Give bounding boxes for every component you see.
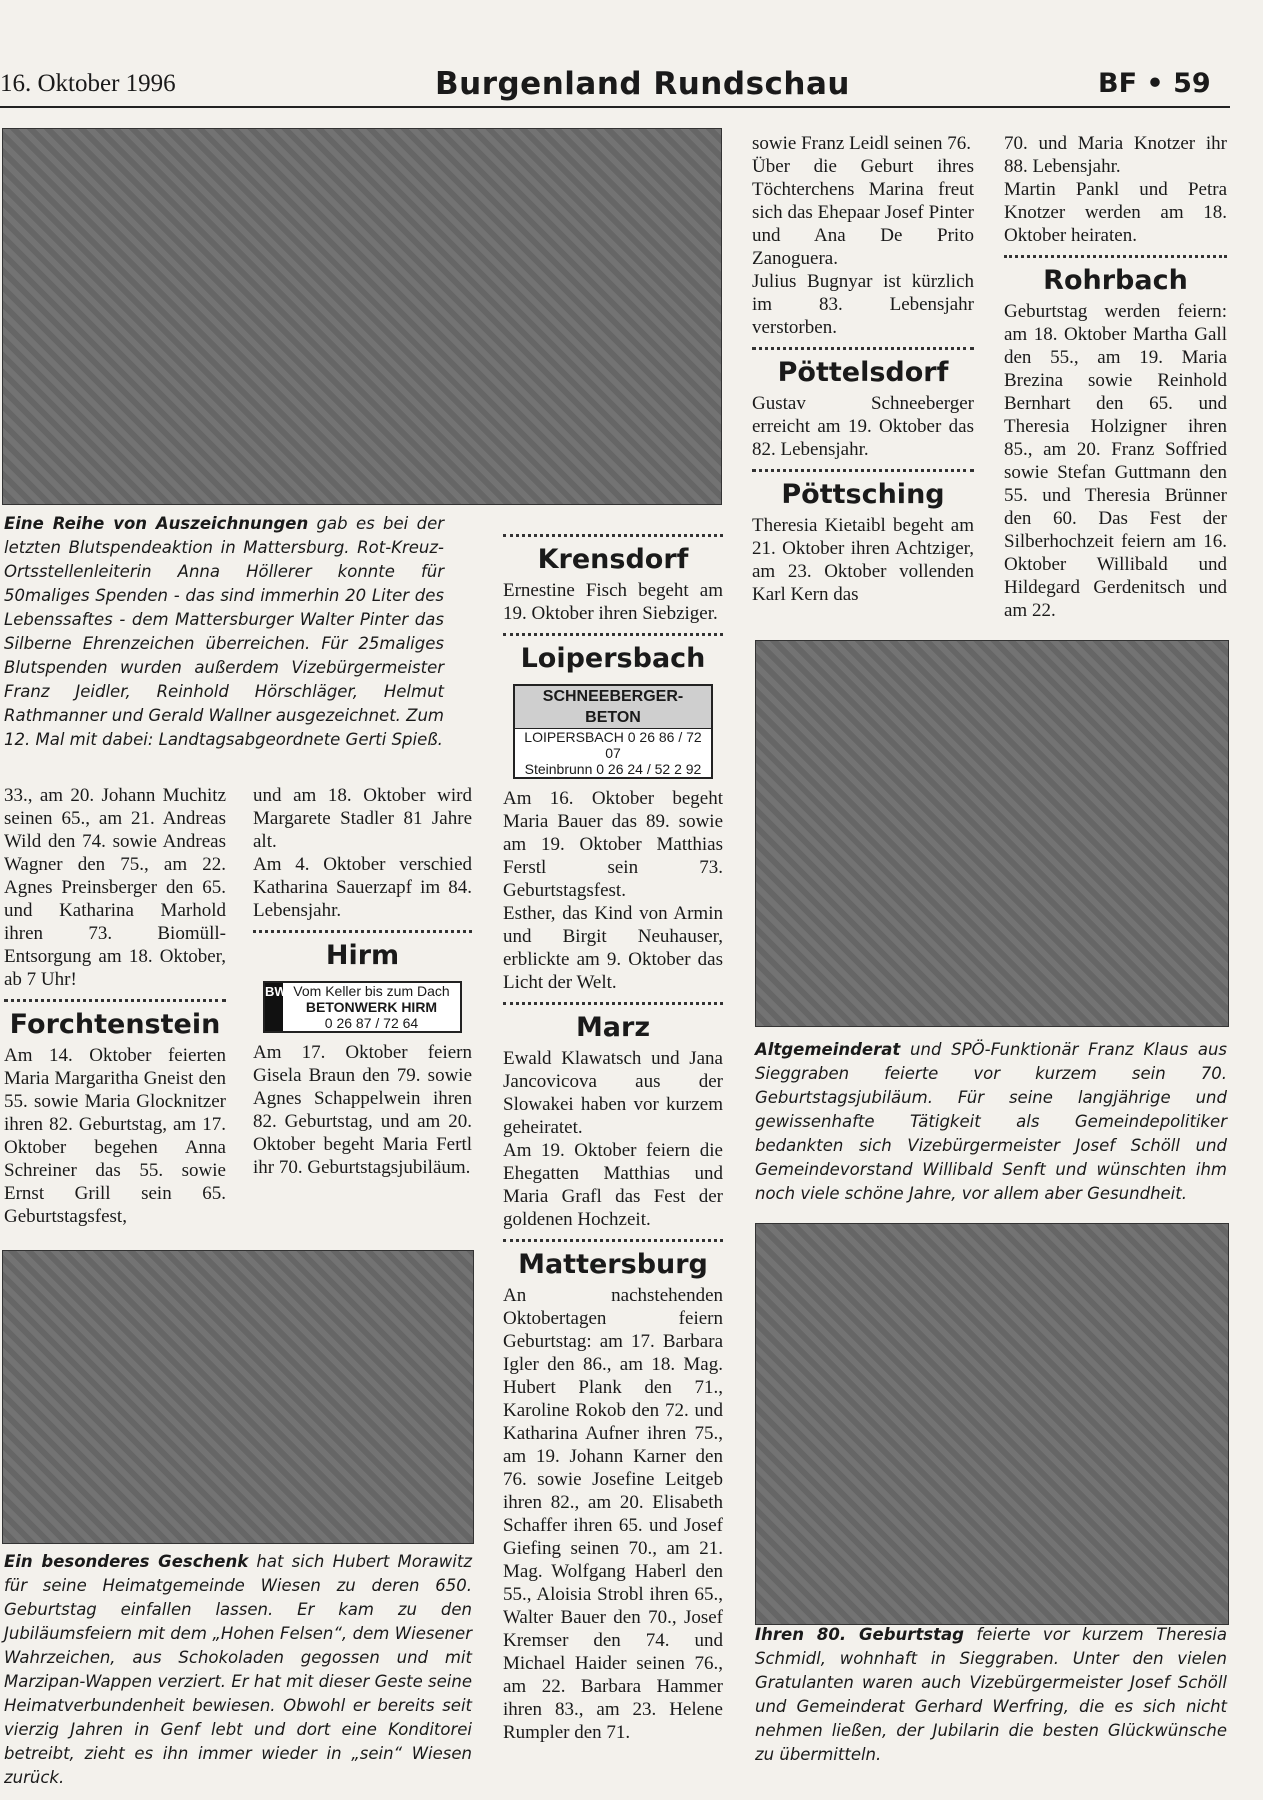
column-1 — [4, 784, 226, 1244]
ad-betonwerk-hirm-phone: 0 26 87 / 72 64 — [324, 1015, 419, 1031]
column-2-text-1: und am 18. Oktober wird Margarete Stadler 81 Jahre alt. — [253, 785, 472, 852]
photo-geburtstag — [755, 1223, 1229, 1625]
poettelsdorf-text: Gustav Schneeberger erreicht am 19. Oktober das 82. Lebensjahr. — [752, 393, 974, 460]
ad-betonwerk-hirm-name: BETONWERK HIRM — [305, 999, 438, 1015]
divider — [253, 930, 472, 933]
page-number: BF • 59 — [1098, 68, 1211, 99]
ad-betonwerk-hirm — [263, 981, 462, 1033]
krensdorf-text: Ernestine Fisch begeht am 19. Oktober ihren Siebziger. — [503, 580, 723, 624]
newspaper-title: Burgenland Rundschau — [435, 66, 850, 102]
column-5-text-2: Martin Pankl und Petra Knotzer werden am 18. Oktober heiraten. — [1004, 179, 1227, 246]
ad-betonwerk-hirm-logo: BWH — [265, 983, 283, 1031]
caption-geschenk — [4, 1550, 472, 1790]
column-1-text: 33., am 20. Johann Muchitz seinen 65., am 21. Andreas Wild den 74. sowie Andreas Wagner den 75., am 22. Agnes Preinsberger den 65. und Katharina Marhold ihren 73. Biomüll-Entsorgung am 18. Oktober, ab 7 Uhr! — [4, 785, 226, 990]
loipersbach-text-2: Esther, das Kind von Armin und Birgit Neuhauser, erblickte am 9. Oktober das Licht der Welt. — [503, 903, 723, 993]
heading-mattersburg: Mattersburg — [518, 1249, 708, 1280]
divider — [4, 999, 226, 1002]
issue-date: 16. Oktober 1996 — [0, 70, 176, 97]
caption-altgemeinderat-text: und SPÖ-Funktionär Franz Klaus aus Sieggraben feierte vor kurzem sein 70. Geburtstagsjubiläum. Für seine langjährige und gewissenhafte Tätigkeit als Gemeindepolitiker bedankten sich Vizebürgermeister Josef Schöll und Gemeindevorstand Willibald Senft und wünschten ihm noch viele schöne Jahre, vor allem aber Gesundheit. — [755, 1040, 1227, 1203]
photo-blutspende — [2, 128, 722, 505]
header-rule — [0, 106, 1230, 108]
photo-geschenk — [2, 1250, 474, 1544]
marz-text-2: Am 19. Oktober feiern die Ehegatten Matthias und Maria Grafl das Fest der goldenen Hochzeit. — [503, 1140, 723, 1230]
divider — [503, 1002, 723, 1005]
heading-marz: Marz — [575, 1012, 651, 1043]
photo-altgemeinderat — [755, 640, 1229, 1027]
heading-forchtenstein: Forchtenstein — [9, 1009, 221, 1040]
loipersbach-text-1: Am 16. Oktober begeht Maria Bauer das 89. sowie am 19. Oktober Matthias Ferstl sein 73. Geburtstagsfest. — [503, 788, 723, 901]
divider — [503, 633, 723, 636]
column-4-text-2: Über die Geburt ihres Töchterchens Marina freut sich das Ehepaar Josef Pinter und Ana De Prito Zanoguera. — [752, 156, 974, 269]
heading-krensdorf: Krensdorf — [537, 544, 689, 575]
marz-text-1: Ewald Klawatsch und Jana Jancovicova aus der Slowakei haben vor kurzem geheiratet. — [503, 1048, 723, 1138]
column-2-text-2: Am 4. Oktober verschied Katharina Sauerzapf im 84. Lebensjahr. — [253, 854, 472, 921]
rohrbach-text: Geburtstag werden feiern: am 18. Oktober Martha Gall den 55., am 19. Maria Brezina sowie Reinhold Bernhart den 65. und Theresia Holzigner ihren 85., am 20. Franz Soffried sowie Stefan Guttmann den 55. und Theresia Brünner den 60. Das Fest der Silberhochzeit feiern am 16. Oktober Willibald und Hildegard Gerdenitsch und am 22. — [1004, 301, 1227, 621]
caption-altgemeinderat — [755, 1038, 1227, 1206]
divider — [503, 534, 723, 537]
caption-geburtstag-text: feierte vor kurzem Theresia Schmidl, wohnhaft in Sieggraben. Unter den vielen Gratulanten waren auch Vizebürgermeister Josef Schöll und Gemeinderat Gerhard Werfring, die es sich nicht nehmen ließen, der Jubilarin die besten Glückwünsche zu übermitteln. — [755, 1625, 1227, 1764]
heading-hirm: Hirm — [325, 940, 400, 971]
forchtenstein-text: Am 14. Oktober feierten Maria Margaritha Gneist den 55. sowie Maria Glocknitzer ihren 82. Geburtstag, am 17. Oktober begehen Anna Schreiner das 55. sowie Ernst Grill sein 65. Geburtstagsfest, — [4, 1045, 226, 1227]
ad-schneeberger-beton — [513, 684, 713, 779]
divider — [503, 1239, 723, 1242]
hirm-text: Am 17. Oktober feiern Gisela Braun den 79. sowie Agnes Schappelwein ihren 82. Geburtstag, und am 20. Oktober begeht Maria Fertl ihr 70. Geburtstagsjubiläum. — [253, 1042, 472, 1178]
divider — [752, 347, 974, 350]
column-5-text-1: 70. und Maria Knotzer ihr 88. Lebensjahr. — [1004, 133, 1227, 177]
column-4 — [752, 132, 974, 628]
caption-geschenk-lead: Ein besonderes Geschenk — [4, 1552, 249, 1571]
heading-poettsching: Pöttsching — [781, 479, 945, 510]
caption-geburtstag — [755, 1623, 1227, 1767]
caption-altgemeinderat-lead: Altgemeinderat — [755, 1040, 901, 1059]
mattersburg-text: An nachstehenden Oktobertagen feiern Geburtstag: am 17. Barbara Igler den 86., am 18. Mag. Hubert Plank den 71., Karoline Rokob den 72. und Katharina Aufner ihren 75., am 19. Johann Karner den 76. sowie Josefine Leitgeb ihren 82., am 20. Elisabeth Schaffer ihren 65. und Josef Giefing seinen 70., am 21. Mag. Wolfgang Haberl den 55., Aloisia Strobl ihren 65., Walter Bauer den 70., Josef Kremser den 74. und Michael Haider seinen 76., am 22. Barbara Hammer ihren 83., am 23. Helene Rumpler den 71. — [503, 1285, 723, 1743]
heading-loipersbach: Loipersbach — [520, 643, 706, 674]
divider — [752, 469, 974, 472]
column-5 — [1004, 132, 1227, 628]
column-3 — [503, 526, 723, 1770]
caption-blutspende-lead: Eine Reihe von Auszeichnungen — [4, 514, 309, 533]
column-4-text-3: Julius Bugnyar ist kürzlich im 83. Lebensjahr verstorben. — [752, 271, 974, 338]
ad-schneeberger-name: SCHNEEBERGER-BETON — [515, 686, 711, 729]
poettsching-text: Theresia Kietaibl begeht am 21. Oktober ihren Achtziger, am 23. Oktober vollenden Karl Kern das — [752, 515, 974, 605]
column-2 — [253, 784, 472, 1244]
column-4-text-1: sowie Franz Leidl seinen 76. — [752, 133, 971, 154]
divider — [1004, 255, 1227, 258]
heading-poettelsdorf: Pöttelsdorf — [777, 357, 949, 388]
ad-betonwerk-hirm-slogan: Vom Keller bis zum Dach — [293, 983, 450, 999]
heading-rohrbach: Rohrbach — [1043, 265, 1188, 296]
caption-blutspende — [4, 512, 444, 752]
ad-schneeberger-line-1: LOIPERSBACH 0 26 86 / 72 07 — [524, 729, 702, 761]
caption-geschenk-text: hat sich Hubert Morawitz für seine Heimatgemeinde Wiesen zu deren 650. Geburtstag einfallen lassen. Er kam zu den Jubiläumsfeiern mit dem „Hohen Felsen“, dem Wiesener Wahrzeichen, aus Schokoladen gegossen und mit Marzipan-Wappen verziert. Er hat mit dieser Geste seine Heimatverbundenheit bewiesen. Obwohl er bereits seit vierzig Jahren in Genf lebt und dort eine Konditorei betreibt, zieht es ihn immer wieder in „sein“ Wiesen zurück. — [4, 1552, 472, 1787]
caption-geburtstag-lead: Ihren 80. Geburtstag — [755, 1625, 964, 1644]
ad-schneeberger-line-2: Steinbrunn 0 26 24 / 52 2 92 — [524, 761, 702, 777]
caption-blutspende-text: gab es bei der letzten Blutspendeaktion in Mattersburg. Rot-Kreuz-Ortsstellenleiterin Anna Höllerer konnte für 50maliges Spenden - das sind immerhin 20 Liter des Lebenssaftes - dem Mattersburger Walter Pinter das Silberne Ehrenzeichen überreichen. Für 25maliges Blutspenden wurden außerdem Vizebürgermeister Franz Jeidler, Reinhold Hörschläger, Helmut Rathmanner und Gerald Wallner ausgezeichnet. Zum 12. Mal mit dabei: Landtagsabgeordnete Gerti Spieß. — [4, 514, 444, 749]
